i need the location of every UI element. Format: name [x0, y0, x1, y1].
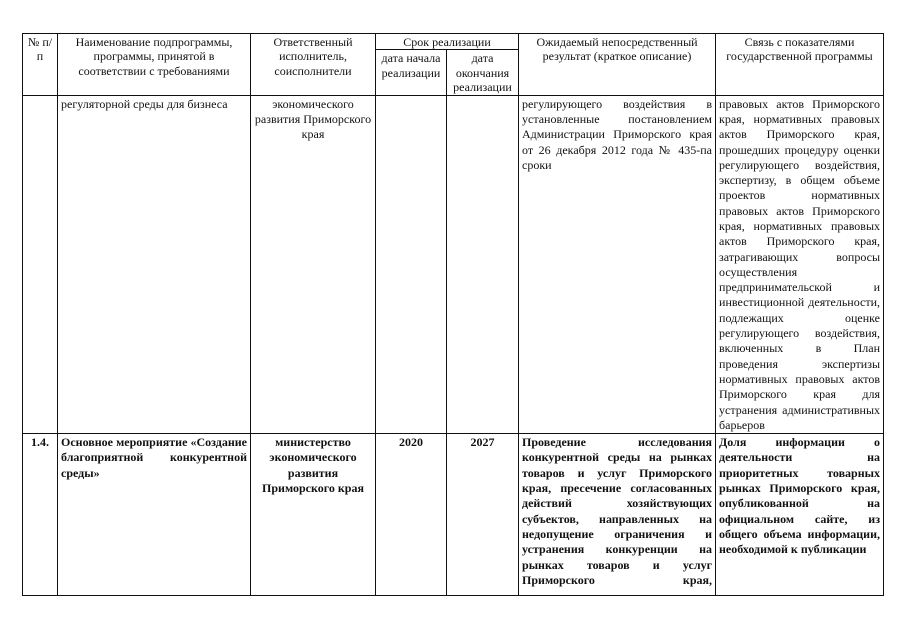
row-result: Проведение исследования конкурентной среды на рынках товаров и услуг Приморского края, пресечение согласованных действий хозяйствующих субъектов, направленных на недопущение ограничения и устранения конкуренции на рынках товаров и услуг Приморского края, — [519, 434, 716, 596]
row-result: регулирующего воздействия в установленные постановлением Администрации Приморского края от 26 декабря 2012 года № 435-па сроки — [519, 95, 716, 434]
header-executor: Ответственный исполнитель, соисполнители — [251, 34, 376, 96]
program-table — [22, 33, 884, 596]
row-name: регуляторной среды для бизнеса — [58, 95, 251, 434]
header-row-1 — [23, 34, 884, 50]
table-row — [23, 95, 884, 434]
row-link: правовых актов Приморского края, нормативных правовых актов Приморского края, прошедших процедуру оценки регулирующего воздействия, экспертизу, в общем объеме проектов нормативных правовых актов Приморского края, нормативных правовых актов Приморского края, затрагивающих вопросы осуществления предпринимательской и инвестиционной деятельности, подлежащих оценке регулирующего воздействия, включенных в План проведения экспертизы нормативных правовых актов Приморского края для устранения административных барьеров — [716, 95, 884, 434]
row-executor: экономического развития Приморского края — [251, 95, 376, 434]
header-link: Связь с показателями государственной программы — [716, 34, 884, 96]
header-number: № п/п — [23, 34, 58, 96]
row-number: 1.4. — [23, 434, 58, 596]
header-end-date: дата окончания реализации — [447, 50, 519, 95]
row-start-date — [376, 95, 447, 434]
row-name: Основное мероприятие «Создание благоприятной конкурентной среды» — [58, 434, 251, 596]
row-link: Доля информации о деятельности на приоритетных товарных рынках Приморского края, опубликованной на официальном сайте, из общего объема информации, необходимой к публикации — [716, 434, 884, 596]
header-name: Наименование подпрограммы, программы, принятой в соответствии с требованиями — [58, 34, 251, 96]
document-page — [22, 33, 883, 596]
row-end-date — [447, 95, 519, 434]
header-result: Ожидаемый непосредственный результат (краткое описание) — [519, 34, 716, 96]
row-number — [23, 95, 58, 434]
table-row — [23, 434, 884, 596]
header-start-date: дата начала реализации — [376, 50, 447, 95]
row-start-date: 2020 — [376, 434, 447, 596]
row-end-date: 2027 — [447, 434, 519, 596]
header-period: Срок реализации — [376, 34, 519, 50]
row-executor: министерство экономического развития Приморского края — [251, 434, 376, 596]
